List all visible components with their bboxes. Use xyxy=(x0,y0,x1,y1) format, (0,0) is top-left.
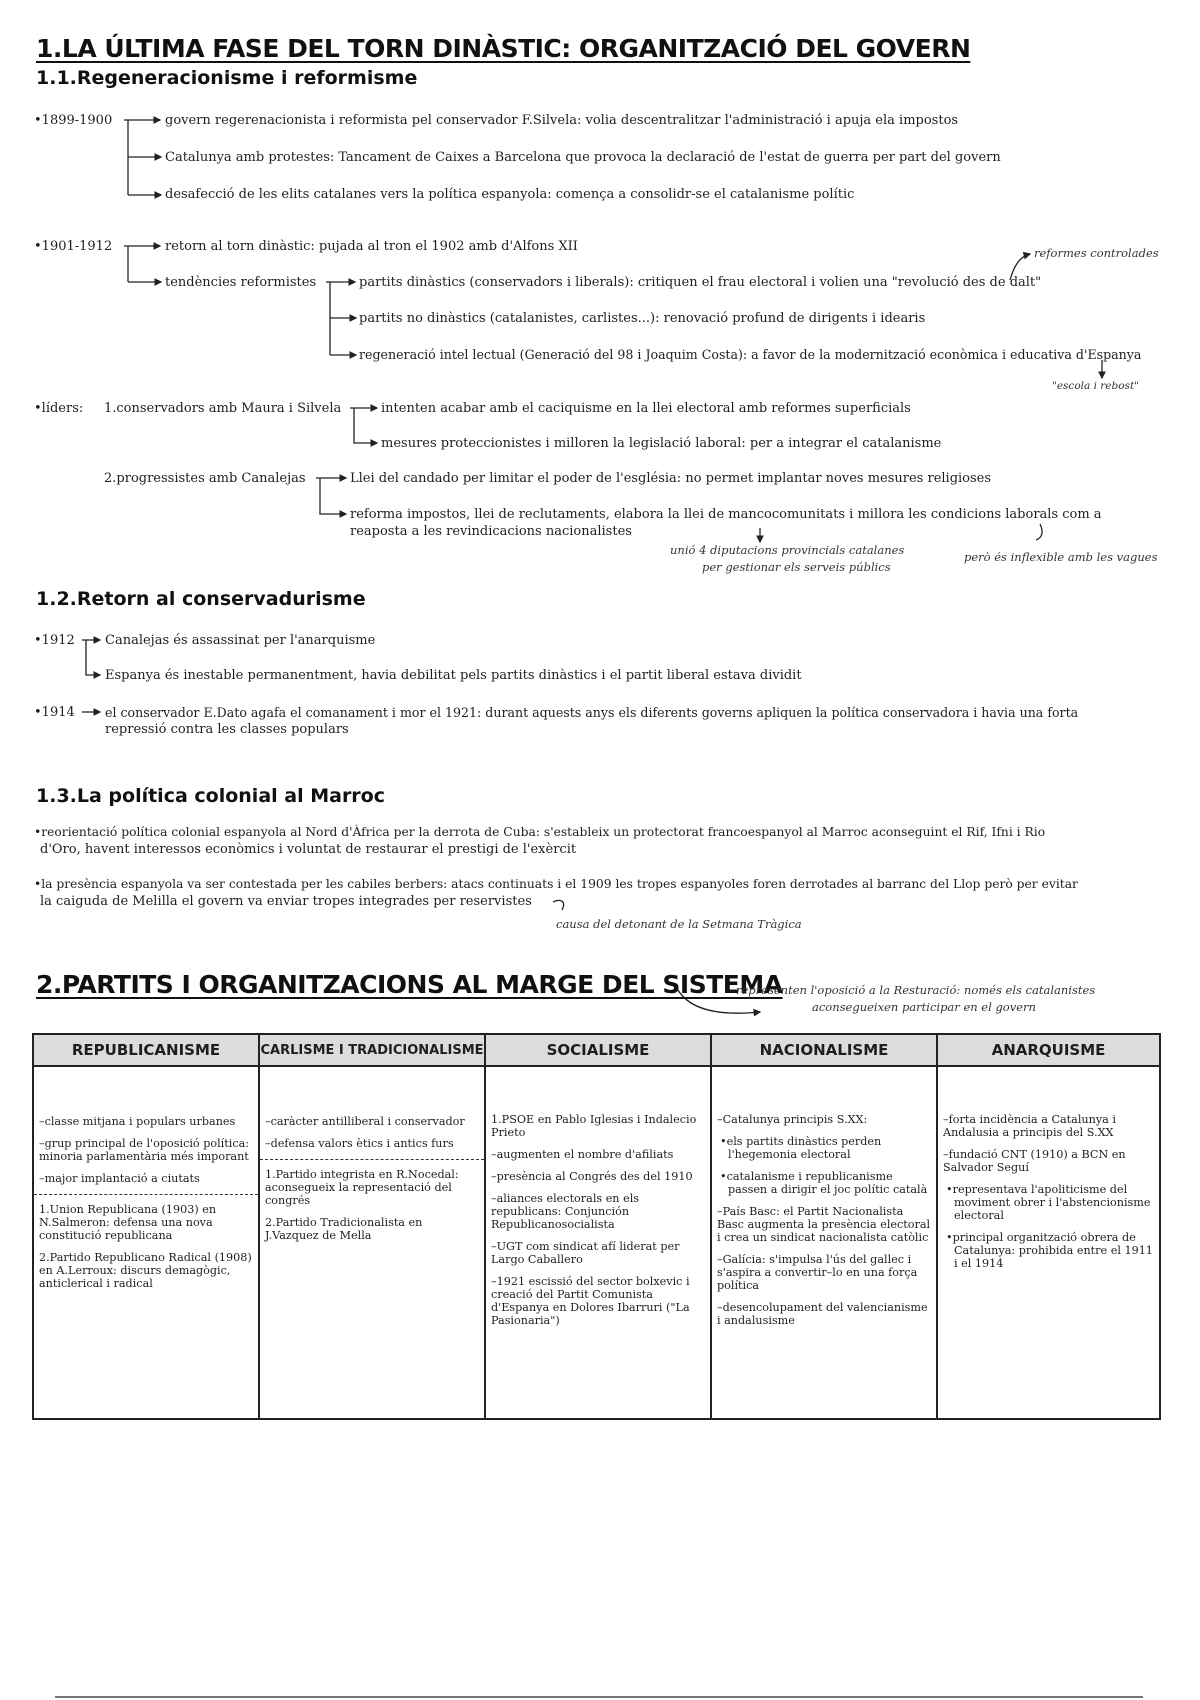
marroc-p1b: d'Oro, havent interessos econòmics i voluntat de restaurar el prestigi de l'exèrcit xyxy=(40,842,577,857)
header-anarquisme: ANARQUISME xyxy=(938,1035,1159,1067)
year-label-1901: •1901-1912 xyxy=(34,239,113,254)
leaders-2-b2: reaposta a les revindicacions nacionalistes xyxy=(350,524,632,539)
rep-item-3: –major implantació a ciutats xyxy=(39,1172,200,1185)
column-anarquisme xyxy=(938,1067,1159,1418)
ana-item-2: –fundació CNT (1910) a BCN en Salvador Seguí xyxy=(943,1148,1126,1174)
nac-item-3: •catalanisme i republicanisme passen a dirigir el joc polític català xyxy=(720,1170,928,1196)
leaders-2-a: Llei del candado per limitar el poder de l'església: no permet implantar noves mesures religioses xyxy=(350,471,992,486)
note-setmana-tragica: causa del detonant de la Setmana Tràgica xyxy=(556,917,802,931)
soc-item-3: –presència al Congrés des del 1910 xyxy=(491,1170,693,1183)
marroc-p2a: •la presència espanyola va ser contestada per les cabiles berbers: atacs continuats i el 1909 les tropes espanyoles foren derrotades al barranc del Llop però per evitar xyxy=(34,877,1078,891)
text-1912-a: Canalejas és assassinat per l'anarquisme xyxy=(105,633,376,648)
rep-item-5: 2.Partido Republicano Radical (1908) en A.Lerroux: discurs demagògic, anticlerical i radical xyxy=(39,1251,252,1290)
text-1901-a: retorn al torn dinàstic: pujada al tron el 1902 amb d'Alfons XII xyxy=(165,239,578,254)
note-oposicio-1: representen l'oposició a la Resturació: només els catalanistes xyxy=(736,983,1096,997)
rep-item-2: –grup principal de l'oposició política: minoria parlamentària més imporant xyxy=(39,1137,250,1163)
nac-item-4: –País Basc: el Partit Nacionalista Basc augmenta la presència electoral i crea un sindicat nacionalista catòlic xyxy=(717,1205,931,1244)
subsection-1-2-title: 1.2.Retorn al conservadurisme xyxy=(36,588,366,610)
nac-item-5: –Galícia: s'impulsa l'ús del gallec i s'aspira a convertir–lo en una força política xyxy=(717,1253,918,1292)
leaders-1: 1.conservadors amb Maura i Silvela xyxy=(104,401,342,416)
car-item-2: –defensa valors ètics i antics furs xyxy=(265,1137,454,1150)
note-escola: "escola i rebost" xyxy=(1052,380,1139,392)
car-item-4: 2.Partido Tradicionalista en J.Vazquez de Mella xyxy=(265,1216,423,1242)
column-socialisme xyxy=(486,1067,712,1418)
soc-item-6: –1921 escissió del sector bolxevic i creació del Partit Comunista d'Espanya en Dolores Ibarruri ("La Pasionaria") xyxy=(491,1275,690,1327)
note-vagues: però és inflexible amb les vagues xyxy=(964,550,1158,564)
marroc-p2b: la caiguda de Melilla el govern va enviar tropes integrades per reservistes xyxy=(40,894,532,909)
rep-item-1: –classe mitjana i populars urbanes xyxy=(39,1115,236,1128)
nac-item-6: –desencolupament del valencianisme i andalusisme xyxy=(717,1301,928,1327)
column-carlisme xyxy=(260,1067,486,1418)
note-unio-2: per gestionar els serveis públics xyxy=(702,560,891,574)
text-reform-2: partits no dinàstics (catalanistes, carlistes...): renovació profund de dirigents i idearis xyxy=(359,311,926,326)
subsection-1-1-title: 1.1.Regeneracionisme i reformisme xyxy=(36,67,418,89)
car-item-3: 1.Partido integrista en R.Nocedal: aconsegueix la representació del congrés xyxy=(265,1168,459,1207)
year-label-1899: •1899-1900 xyxy=(34,113,113,128)
header-republicanisme: REPUBLICANISME xyxy=(34,1035,260,1067)
subsection-1-3-title: 1.3.La política colonial al Marroc xyxy=(36,785,385,807)
parties-table xyxy=(32,1033,1161,1420)
soc-item-5: –UGT com sindicat afí liderat per Largo Caballero xyxy=(491,1240,680,1266)
text-1912-b: Espanya és inestable permanentment, havia debilitat pels partits dinàstics i el partit liberal estava dividit xyxy=(105,668,802,683)
column-nacionalisme xyxy=(712,1067,938,1418)
year-label-1914: •1914 xyxy=(34,705,75,720)
ana-item-4: •principal organització obrera de Catalunya: prohibida entre el 1911 i el 1914 xyxy=(946,1231,1153,1270)
note-unio-1: unió 4 diputacions provincials catalanes xyxy=(670,543,905,557)
soc-item-1: 1.PSOE en Pablo Iglesias i Indalecio Prieto xyxy=(491,1113,697,1139)
column-republicanisme xyxy=(34,1067,260,1418)
note-reformes: reformes controlades xyxy=(1034,246,1159,260)
text-reform-3: regeneració intel lectual (Generació del 98 i Joaquim Costa): a favor de la modernització econòmica i educativa d'Espanya xyxy=(359,347,1142,362)
nac-item-1: –Catalunya principis S.XX: xyxy=(717,1113,868,1126)
leaders-label: •líders: xyxy=(34,401,84,416)
text-reform-1: partits dinàstics (conservadors i liberals): critiquen el frau electoral i volien una "revolució des de dalt" xyxy=(359,275,1042,290)
dashed-divider xyxy=(260,1159,484,1160)
section-1-title: 1.LA ÚLTIMA FASE DEL TORN DINÀSTIC: ORGANITZACIÓ DEL GOVERN xyxy=(36,34,971,63)
text-1901-b: tendències reformistes xyxy=(165,275,317,290)
text-1914-b: repressió contra les classes populars xyxy=(105,722,349,737)
ana-item-1: –forta incidència a Catalunya i Andalusia a principis del S.XX xyxy=(943,1113,1116,1139)
year-label-1912: •1912 xyxy=(34,633,75,648)
header-socialisme: SOCIALISME xyxy=(486,1035,712,1067)
soc-item-2: –augmenten el nombre d'afiliats xyxy=(491,1148,674,1161)
leaders-1-b: mesures proteccionistes i milloren la legislació laboral: per a integrar el catalanisme xyxy=(381,436,942,451)
rep-item-4: 1.Union Republicana (1903) en N.Salmeron: defensa una nova constitució republicana xyxy=(39,1203,217,1242)
car-item-1: –caràcter antilliberal i conservador xyxy=(265,1115,465,1128)
leaders-1-a: intenten acabar amb el caciquisme en la llei electoral amb reformes superficials xyxy=(381,401,911,416)
section-2-title: 2.PARTITS I ORGANITZACIONS AL MARGE DEL SISTEMA xyxy=(36,970,783,999)
marroc-p1a: •reorientació política colonial espanyola al Nord d'Àfrica per la derrota de Cuba: s'estableix un protectorat francoespanyol al Marroc aconseguint el Rif, Ifni i Rio xyxy=(34,825,1046,839)
nac-item-2: •els partits dinàstics perden l'hegemonia electoral xyxy=(720,1135,882,1161)
text-1899-a: govern regerenacionista i reformista pel conservador F.Silvela: volia descentralitzar l'administració i apuja ela impostos xyxy=(165,113,959,128)
soc-item-4: –aliances electorals en els republicans: Conjunción Republicanosocialista xyxy=(491,1192,640,1231)
header-carlisme: CARLISME I TRADICIONALISME xyxy=(260,1035,486,1067)
header-nacionalisme: NACIONALISME xyxy=(712,1035,938,1067)
text-1899-c: desafecció de les elits catalanes vers la política espanyola: comença a consolidr-se el catalanisme polític xyxy=(165,187,855,202)
leaders-2-b1: reforma impostos, llei de reclutaments, elabora la llei de mancocomunitats i millora les condicions laborals com a xyxy=(350,507,1102,522)
note-oposicio-2: aconsegueixen participar en el govern xyxy=(812,1000,1036,1014)
dashed-divider xyxy=(34,1194,258,1195)
ana-item-3: •representava l'apoliticisme del moviment obrer i l'abstencionisme electoral xyxy=(946,1183,1151,1222)
text-1914-a: el conservador E.Dato agafa el comanament i mor el 1921: durant aquests anys els diferents governs apliquen la política conservadora i havia una forta xyxy=(105,705,1079,720)
text-1899-b: Catalunya amb protestes: Tancament de Caixes a Barcelona que provoca la declaració de l'estat de guerra per part del govern xyxy=(165,150,1001,165)
leaders-2: 2.progressistes amb Canalejas xyxy=(104,471,306,486)
